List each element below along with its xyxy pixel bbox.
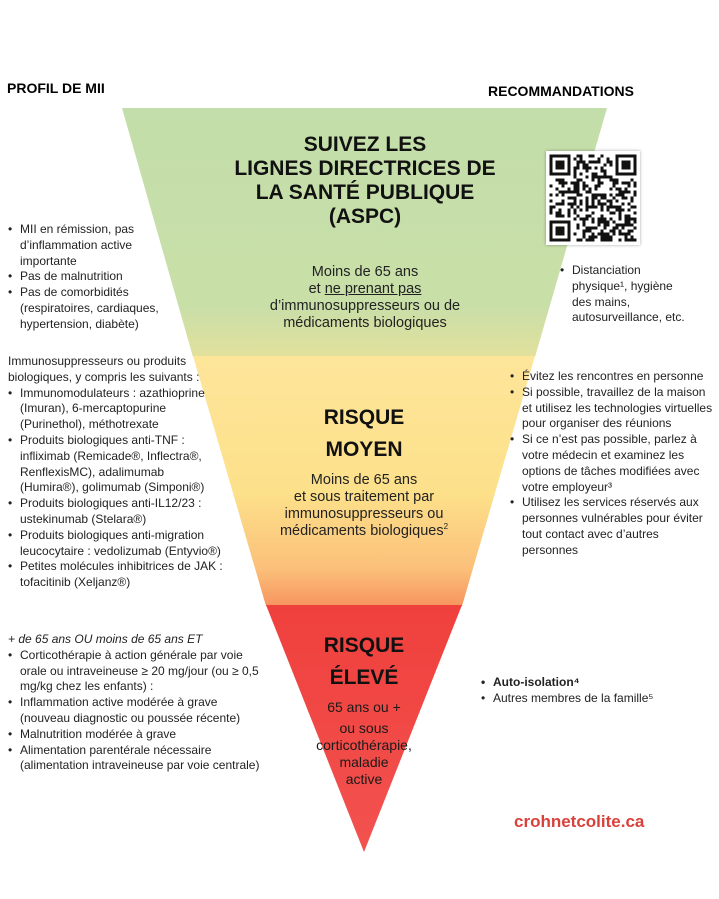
list-item: • MII en rémission, pas d’inflammation active importante [8, 222, 180, 269]
list-item: • Alimentation parentérale nécessaire (alimentation intraveineuse par voie centrale) [8, 743, 270, 775]
list-item: • Évitez les rencontres en personne [510, 369, 715, 385]
medium-intro: Immunosuppresseurs ou produits biologiques, y compris les suivants : [8, 354, 200, 384]
list-item: • Petites molécules inhibitrices de JAK : tofacitinib (Xeljanz®) [8, 559, 226, 591]
tier-medium-description: Moins de 65 ans et sous traitement par immunosuppresseurs ou médicaments biologiques$^2$ [279, 472, 449, 539]
high-intro: + de 65 ans OU moins de 65 ans ET [8, 632, 203, 646]
list-item: • Produits biologiques anti-IL12/23 : ustekinumab (Stelara®) [8, 496, 226, 528]
tier-low-description: Moins de 65 ans et ne prenant pas d’immunosuppresseurs ou de médicaments biologiques [269, 264, 461, 331]
list-item: • Pas de malnutrition [8, 269, 180, 285]
list-item: • Pas de comorbidités (respiratoires, cardiaques, hypertension, diabète) [8, 285, 180, 332]
list-item: • Auto-isolation⁴ [481, 675, 706, 691]
list-item: • Utilisez les services réservés aux personnes vulnérables pour éviter tout contact avec d’autres personnes [510, 495, 715, 558]
tier-high-description: 65 ans ou + ou sous corticothérapie, maladie active [316, 699, 412, 787]
qr-code-icon[interactable] [546, 151, 640, 245]
list-item: • Inflammation active modérée à grave (nouveau diagnostic ou poussée récente) [8, 695, 270, 727]
right-low-recommendations [560, 263, 695, 326]
list-item: • Si ce n’est pas possible, parlez à votre médecin et examinez les options de tâches modifiées avec votre employeur³ [510, 432, 715, 495]
right-medium-recommendations [510, 369, 715, 559]
tier-high-title: RISQUE ÉLEVÉ [323, 634, 405, 689]
list-item: • Malnutrition modérée à grave [8, 727, 270, 743]
right-column-header: RECOMMANDATIONS [488, 83, 634, 99]
list-item: • Autres membres de la famille⁵ [481, 691, 706, 707]
list-item: • Produits biologiques anti-TNF : infliximab (Remicade®, Inflectra®, RenflexisMC), adalimumab (Humira®), golimumab (Simponi®) [8, 433, 226, 496]
list-item: • Si possible, travaillez de la maison et utilisez les technologies virtuelles pour organiser des réunions [510, 385, 715, 432]
left-high-profile [8, 632, 270, 774]
list-item: • Corticothérapie à action générale par voie orale ou intraveineuse ≥ 20 mg/jour (ou ≥ 0,5 mg/kg chez les enfants) : [8, 648, 270, 695]
left-medium-profile [8, 354, 226, 591]
tier-low-title: SUIVEZ LES LIGNES DIRECTRICES DE LA SANTÉ PUBLIQUE (ASPC) [234, 133, 496, 228]
left-column-header: PROFIL DE MII [7, 80, 105, 96]
brand-link[interactable]: crohnetcolite.ca [514, 812, 645, 831]
list-item: • Immunomodulateurs : azathioprine (Imuran), 6-mercaptopurine (Purinethol), méthotrexate [8, 386, 226, 433]
list-item: • Produits biologiques anti-migration leucocytaire : vedolizumab (Entyvio®) [8, 528, 226, 560]
left-low-profile-list [8, 222, 180, 333]
right-high-recommendations [481, 675, 706, 707]
list-item: • Distanciation physique¹, hygiène des mains, autosurveillance, etc. [560, 263, 695, 326]
tier-medium-title: RISQUE MOYEN [323, 406, 405, 461]
